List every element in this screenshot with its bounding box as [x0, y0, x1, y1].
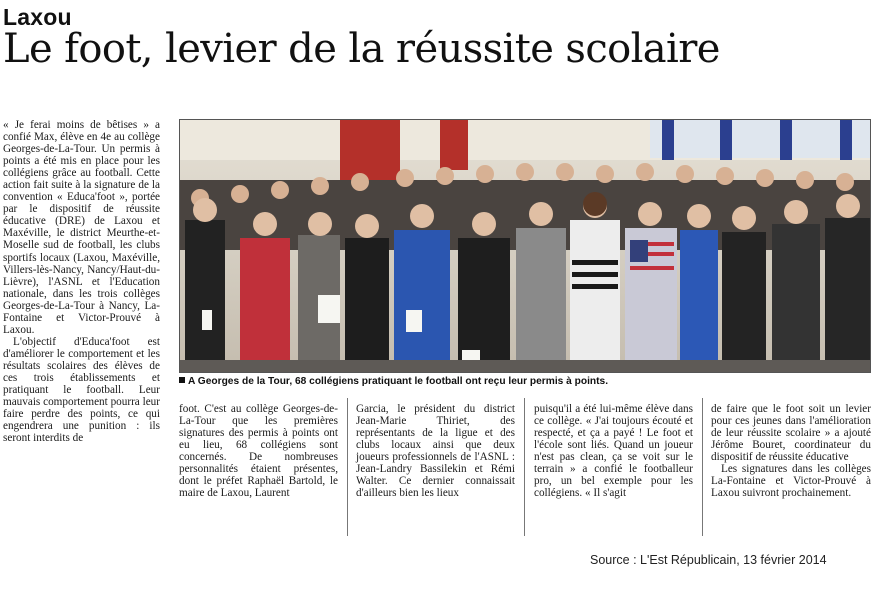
article-column-4: [534, 403, 693, 499]
paragraph: Garcia, le président du district Jean-Marie Thiriet, des représentants de la ligue et des clubs locaux ainsi que deux joueurs professionnels de l'ASNL : Jean-Landry Bassilekin et Rémi Walter. Ce dernier connaissait d'ailleurs bien les lieux: [356, 403, 515, 500]
paragraph: Les signatures dans les collèges La-Fontaine et Victor-Prouvé à Laxou suivront prochainement.: [711, 463, 871, 500]
paragraph: puisqu'il a été lui-même élève dans ce collège. « J'ai toujours écouté et respecté, et ça a payé ! Le foot et l'école sont liés. Quand un joueur n'est pas clean, ça se voit sur le terrain » a confié le footballeur pro, un bel exemple pour les collégiens. « Il s'agit: [534, 403, 693, 500]
article-column-3: [356, 403, 515, 499]
column-divider: [702, 398, 703, 536]
article-column-1: [3, 119, 160, 444]
group-photo: [179, 119, 871, 373]
section-kicker: Laxou: [3, 4, 72, 30]
caption-bullet-icon: [179, 377, 185, 383]
source-note: Source : L'Est Républicain, 13 février 2014: [590, 553, 827, 567]
headline: Le foot, levier de la réussite scolaire: [3, 26, 720, 72]
caption-text: A Georges de la Tour, 68 collégiens pratiquant le football ont reçu leur permis à points.: [188, 376, 609, 387]
paragraph: de faire que le foot soit un levier pour ces jeunes dans l'amélioration de leur réussite scolaire » a ajouté Jérôme Bouret, coordinateur du dispositif de réussite éducative: [711, 403, 871, 464]
article-column-2: [179, 403, 338, 499]
photo-illustration: [180, 120, 871, 373]
column-divider: [524, 398, 525, 536]
paragraph: « Je ferai moins de bêtises » a confié Max, élève en 4e au collège Georges-de-La-Tour. Un permis à points a été mis en place pour les collégiens grâce au football. Cette action fait suite à la signature de la convention « Educa'foot », portée par le dispositif de réussite éducative (DRE) de Laxou et Maxéville, le district Meurthe-et-Moselle sud de football, les clubs sportifs locaux (Laxou, Maxéville, Villers-lès-Nancy, Nancy/Haut-du-Lièvre), l'ASNL et l'Education nationale, dans les trois collèges Georges-de-La-Tour à Nancy, La-Fontaine et Victor-Prouvé à Laxou.: [3, 119, 160, 336]
paragraph: L'objectif d'Educa'foot est d'améliorer le comportement et les résultats scolaires des élèves de ces trois établissements et pratiquant le football. Leur mauvais comportement pourra leur faire perdre des points, ce qui engendrera une punition : ils seront interdits de: [3, 335, 160, 445]
photo-caption: [179, 376, 871, 387]
paragraph: foot. C'est au collège Georges-de-La-Tour que les premières signatures des permis à points ont eu lieu, 68 collégiens sont concernés. De nombreuses personnalités étaient présentes, dont le préfet Raphaël Bartold, le maire de Laxou, Laurent: [179, 403, 338, 500]
column-divider: [347, 398, 348, 536]
article-column-5: [711, 403, 871, 499]
